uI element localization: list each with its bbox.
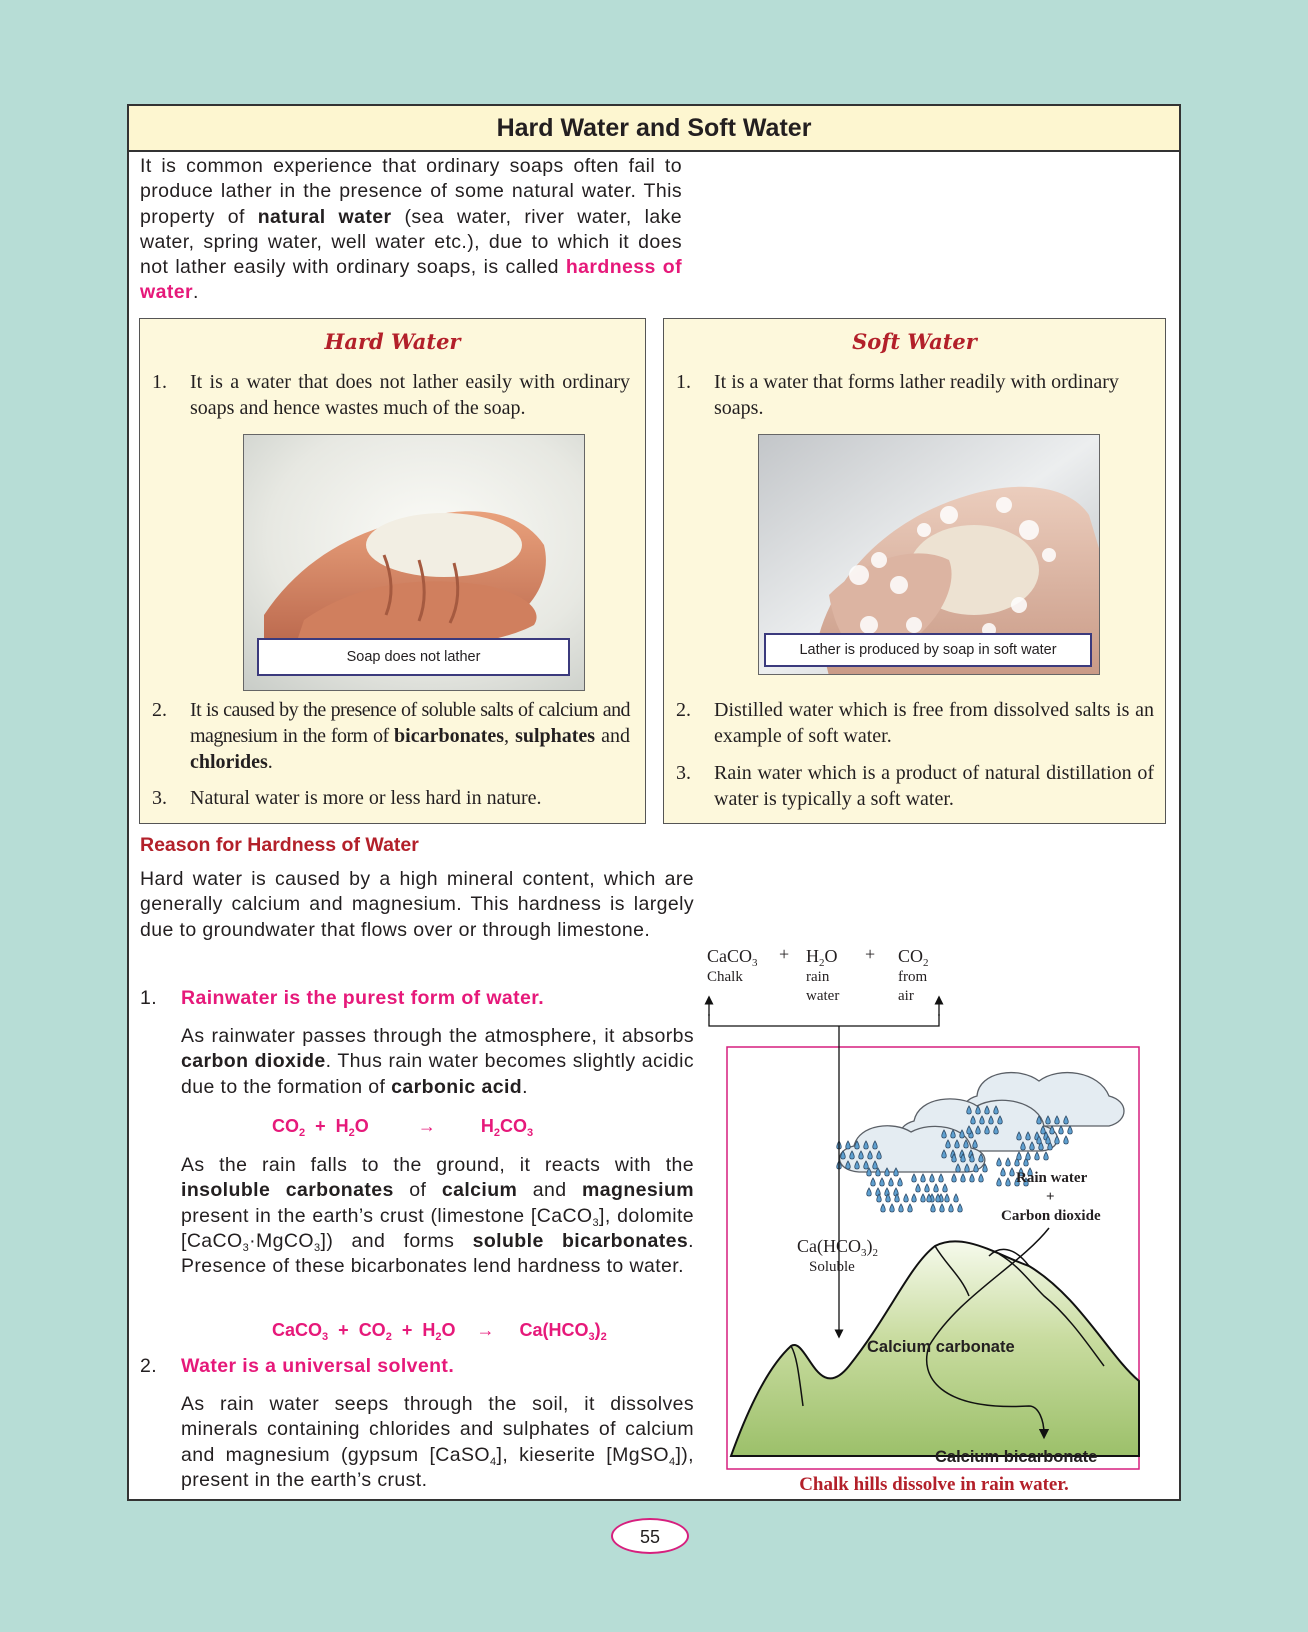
- rain-drop: [889, 1178, 894, 1186]
- carbon-dioxide-label: Carbon dioxide: [1001, 1208, 1101, 1224]
- from-label: from: [898, 969, 928, 985]
- rain-drop: [904, 1194, 909, 1202]
- p2-bold-2: calcium: [441, 1179, 518, 1202]
- page-number: 55: [611, 1518, 689, 1554]
- soft-item-1: [676, 369, 1154, 423]
- formula-cahco3: $Ca(HCO_3)_2$: [797, 1236, 878, 1259]
- rain-drop: [997, 1178, 1002, 1186]
- rain-drop: [1017, 1152, 1022, 1160]
- soft-water-title: Soft Water: [852, 329, 977, 354]
- eq2-sub-5: 2: [600, 1331, 607, 1343]
- p2-text-g: ·MgCO: [249, 1229, 314, 1252]
- rain-drop: [1006, 1158, 1011, 1166]
- soft-water-box: [663, 318, 1166, 824]
- page: [127, 104, 1181, 1501]
- page-title: Hard Water and Soft Water: [129, 106, 1179, 152]
- water-label: water: [806, 988, 840, 1004]
- rain-drop: [1026, 1152, 1031, 1160]
- h2o-h: H: [806, 946, 819, 966]
- soft-item-2-text: Distilled water which is free from dissolved salts is an example of soft water.: [714, 699, 1154, 747]
- eq2-caco: CaCO: [272, 1320, 323, 1340]
- rain-drop: [912, 1174, 917, 1182]
- hard-item-1-text: It is a water that does not lather easily with ordinary soaps and hence wastes much of the soap.: [190, 371, 630, 419]
- equation-carbonic-acid: [272, 1116, 533, 1137]
- p2-bold-1: insoluble carbonates: [181, 1179, 394, 1202]
- diagram-caption: Chalk hills dissolve in rain water.: [799, 1474, 1069, 1495]
- soft-item-1-number: 1.: [676, 371, 691, 393]
- p2-bold-4: soluble bicarbonates: [472, 1229, 689, 1252]
- plus-2: +: [865, 944, 876, 964]
- intro-bold: natural water: [257, 205, 392, 228]
- rain-drop: [867, 1188, 872, 1196]
- p3-text-a: As rain water seeps through the soil, it dissolves minerals containing chlorides and sulphates of calcium and magnesium (gypsum [CaSO: [181, 1393, 694, 1466]
- p1-text-a: As rainwater passes through the atmosphere, it absorbs: [181, 1025, 694, 1047]
- p3-sub-4a: 4: [490, 1455, 497, 1468]
- hard-item-3-number: 3.: [152, 787, 167, 809]
- h2o-sub: 2: [819, 957, 825, 969]
- p2-sub-1: 3: [592, 1216, 600, 1229]
- rain-drop: [925, 1184, 930, 1192]
- rain-drop: [961, 1174, 966, 1182]
- co2-label: CO: [898, 946, 924, 966]
- rain-drop: [898, 1178, 903, 1186]
- p2-text-c: of: [393, 1179, 442, 1202]
- cahco3-sub-1: 3: [861, 1247, 867, 1259]
- rain-drop: [1001, 1168, 1006, 1176]
- rain-drop: [954, 1194, 959, 1202]
- eq1-sub-4: 3: [526, 1127, 534, 1139]
- calcium-bicarbonate-label: Calcium bicarbonate: [935, 1448, 1098, 1466]
- rain-drop: [921, 1194, 926, 1202]
- rain-drop: [890, 1204, 895, 1212]
- point-2-paragraph: [181, 1392, 694, 1493]
- rain-drop: [899, 1204, 904, 1212]
- p1-text-c: . Thus rain water becomes slightly acidic due to the formation of: [181, 1050, 694, 1098]
- soft-photo-caption: Lather is produced by soap in soft water: [764, 633, 1092, 667]
- hard-item-1-number: 1.: [152, 371, 167, 393]
- chalk-label: Chalk: [707, 969, 743, 985]
- hard-item-3: [152, 785, 630, 813]
- eq2-co: CO: [358, 1320, 386, 1340]
- point-2-number: 2.: [140, 1355, 158, 1377]
- eq2-plus-1: +: [338, 1320, 349, 1340]
- rain-drop: [921, 1174, 926, 1182]
- rain-drop: [1010, 1168, 1015, 1176]
- eq2-h: H: [422, 1320, 436, 1340]
- hard-item-2-e: .: [267, 751, 273, 773]
- rain-drop: [945, 1194, 950, 1202]
- p1-bold-2: carbonic acid: [391, 1075, 523, 1098]
- rain-water-label: Rain water: [1016, 1170, 1088, 1186]
- rain-drop: [1050, 1126, 1055, 1134]
- hard-item-2-d: and: [595, 725, 630, 747]
- eq1-sub-2: 2: [348, 1127, 355, 1139]
- intro-highlight: hardness of water: [140, 256, 682, 304]
- p3-text-c: ]), present in the earth’s crust.: [181, 1443, 694, 1491]
- rain-drop: [970, 1174, 975, 1182]
- reason-heading: Reason for Hardness of Water: [140, 834, 419, 856]
- eq1-sub: 2: [299, 1127, 306, 1139]
- rain-drop: [1035, 1152, 1040, 1160]
- p2-bold-3: magnesium: [582, 1179, 694, 1202]
- intro-text: It is common experience that ordinary soaps often fail to produce lather in the presence of some natural water. This property of: [140, 155, 682, 228]
- intro-paragraph: [140, 154, 682, 306]
- eq1-h: H: [335, 1116, 349, 1136]
- hard-item-1: [152, 369, 630, 423]
- rain-drop: [930, 1174, 935, 1182]
- eq1-sub-3: 2: [493, 1127, 500, 1139]
- rain-drop: [979, 1174, 984, 1182]
- rain-drop: [940, 1204, 945, 1212]
- soap-no-lather-photo: [243, 434, 585, 691]
- eq1-arrow: →: [417, 1116, 436, 1136]
- rain-drop: [927, 1194, 932, 1202]
- hard-item-2-bold-1: bicarbonates: [394, 725, 505, 747]
- p2-text-h: ]) and forms: [320, 1229, 473, 1252]
- eq1-plus: +: [315, 1116, 326, 1136]
- h2o-o: O: [824, 946, 838, 966]
- rain-drop: [952, 1174, 957, 1182]
- intro-end: .: [192, 281, 199, 304]
- soft-item-2-number: 2.: [676, 699, 691, 721]
- rain-drop: [908, 1204, 913, 1212]
- soluble-label: Soluble: [809, 1259, 855, 1275]
- cahco3-sub-2: 2: [872, 1247, 878, 1259]
- eq1-o: O: [354, 1116, 369, 1136]
- caco3-sub: 3: [752, 957, 758, 969]
- rain-drop: [846, 1141, 851, 1149]
- reason-paragraph: Hard water is caused by a high mineral content, which are generally calcium and magnesium. This hardness is largely due to groundwater that flows over or through limestone.: [140, 868, 694, 941]
- p2-sub-2: 3: [242, 1241, 250, 1254]
- calcium-carbonate-label: Calcium carbonate: [867, 1338, 1015, 1356]
- lather-photo: [758, 434, 1100, 675]
- point-1-paragraph-2: [181, 1153, 694, 1279]
- rain-drop: [1059, 1126, 1064, 1134]
- p2-text-i: . Presence of these bicarbonates lend hardness to water.: [181, 1229, 694, 1278]
- p2-text-d: and: [517, 1179, 583, 1202]
- p2-text-a: As the rain falls to the ground, it reacts with the: [181, 1154, 694, 1176]
- rain-label: rain: [806, 969, 830, 985]
- hard-photo-caption: Soap does not lather: [257, 638, 570, 676]
- rain-drop: [1006, 1178, 1011, 1186]
- eq2-sub-3: 2: [435, 1331, 442, 1343]
- eq2-sub-2: 2: [385, 1331, 392, 1343]
- soft-item-2: [676, 697, 1154, 751]
- hard-item-2-bold-3: chlorides: [190, 751, 268, 773]
- rain-drop: [916, 1184, 921, 1192]
- eq2-sub-4: 3: [588, 1331, 595, 1343]
- point-2-heading: Water is a universal solvent.: [181, 1355, 455, 1377]
- bracket-line: [709, 1014, 939, 1026]
- p1-bold-1: carbon dioxide: [181, 1050, 326, 1073]
- point-1-heading: Rainwater is the purest form of water.: [181, 987, 545, 1009]
- plus-3: +: [1046, 1189, 1055, 1205]
- soft-item-3-number: 3.: [676, 762, 691, 784]
- p2-text-f: ], dolomite [CaCO: [181, 1204, 695, 1252]
- plus-1: +: [779, 944, 790, 964]
- eq1-co: CO: [272, 1116, 299, 1136]
- soft-item-1-text: It is a water that forms lather readily with ordinary soaps.: [714, 371, 1119, 419]
- eq2-arrow: →: [476, 1320, 495, 1340]
- soft-item-3-text: Rain water which is a product of natural distillation of water is typically a soft water.: [714, 762, 1154, 810]
- intro-text-2: (sea water, river water, lake water, spring water, well water etc.), due to which it does not lather easily with ordinary soaps, is called: [140, 205, 683, 279]
- hard-item-3-text: Natural water is more or less hard in nature.: [190, 787, 542, 809]
- hard-item-2-a: It is caused by the presence of soluble salts of calcium and magnesium in the form of: [190, 699, 630, 747]
- rain-drop: [949, 1204, 954, 1212]
- eq2-product: Ca(HCO: [519, 1320, 589, 1340]
- point-1-number: 1.: [140, 987, 158, 1009]
- rain-drop: [958, 1204, 963, 1212]
- hard-item-2-bold-2: sulphates: [515, 725, 596, 747]
- hard-item-2-c: ,: [504, 725, 516, 747]
- caco3-label: CaCO: [707, 946, 752, 966]
- hard-item-2: [152, 697, 630, 777]
- p3-text-b: ], kieserite [MgSO: [496, 1443, 669, 1466]
- eq1-product-h: H: [480, 1116, 494, 1136]
- rain-drop: [1064, 1136, 1069, 1144]
- eq2-close: ): [594, 1320, 601, 1340]
- eq2-plus-2: +: [401, 1320, 413, 1340]
- rain-drop: [931, 1204, 936, 1212]
- eq2-sub-1: 3: [322, 1331, 329, 1343]
- p1-text-d: .: [522, 1075, 528, 1098]
- hard-water-box: [139, 318, 646, 824]
- rain-drop: [880, 1178, 885, 1186]
- air-label: air: [898, 988, 914, 1004]
- rain-drop: [1068, 1126, 1073, 1134]
- p2-sub-3: 3: [313, 1241, 321, 1254]
- cahco3-label: Ca(HCO: [797, 1236, 861, 1256]
- rain-drop: [881, 1204, 886, 1212]
- p3-sub-4b: 4: [668, 1455, 676, 1468]
- equation-bicarbonate: [272, 1320, 607, 1341]
- rain-drop: [871, 1178, 876, 1186]
- rain-drop: [934, 1184, 939, 1192]
- rain-drop: [1044, 1152, 1049, 1160]
- eq1-product-co: CO: [499, 1116, 527, 1136]
- chalk-hill-diagram: [699, 936, 1169, 1496]
- hard-item-2-number: 2.: [152, 699, 167, 721]
- rain-drop: [997, 1158, 1002, 1166]
- soft-item-3: [676, 760, 1154, 814]
- rain-drop: [943, 1184, 948, 1192]
- hard-water-title: Hard Water: [324, 329, 461, 354]
- hard-item-2-text: [190, 697, 630, 775]
- p2-text-e: present in the earth’s crust (limestone [CaCO: [181, 1204, 593, 1227]
- co2-sub: 2: [923, 957, 929, 969]
- eq2-o: O: [441, 1320, 456, 1340]
- rain-drop: [936, 1194, 941, 1202]
- rain-drop: [912, 1194, 917, 1202]
- point-1-paragraph: [181, 1024, 694, 1100]
- rain-drop: [939, 1174, 944, 1182]
